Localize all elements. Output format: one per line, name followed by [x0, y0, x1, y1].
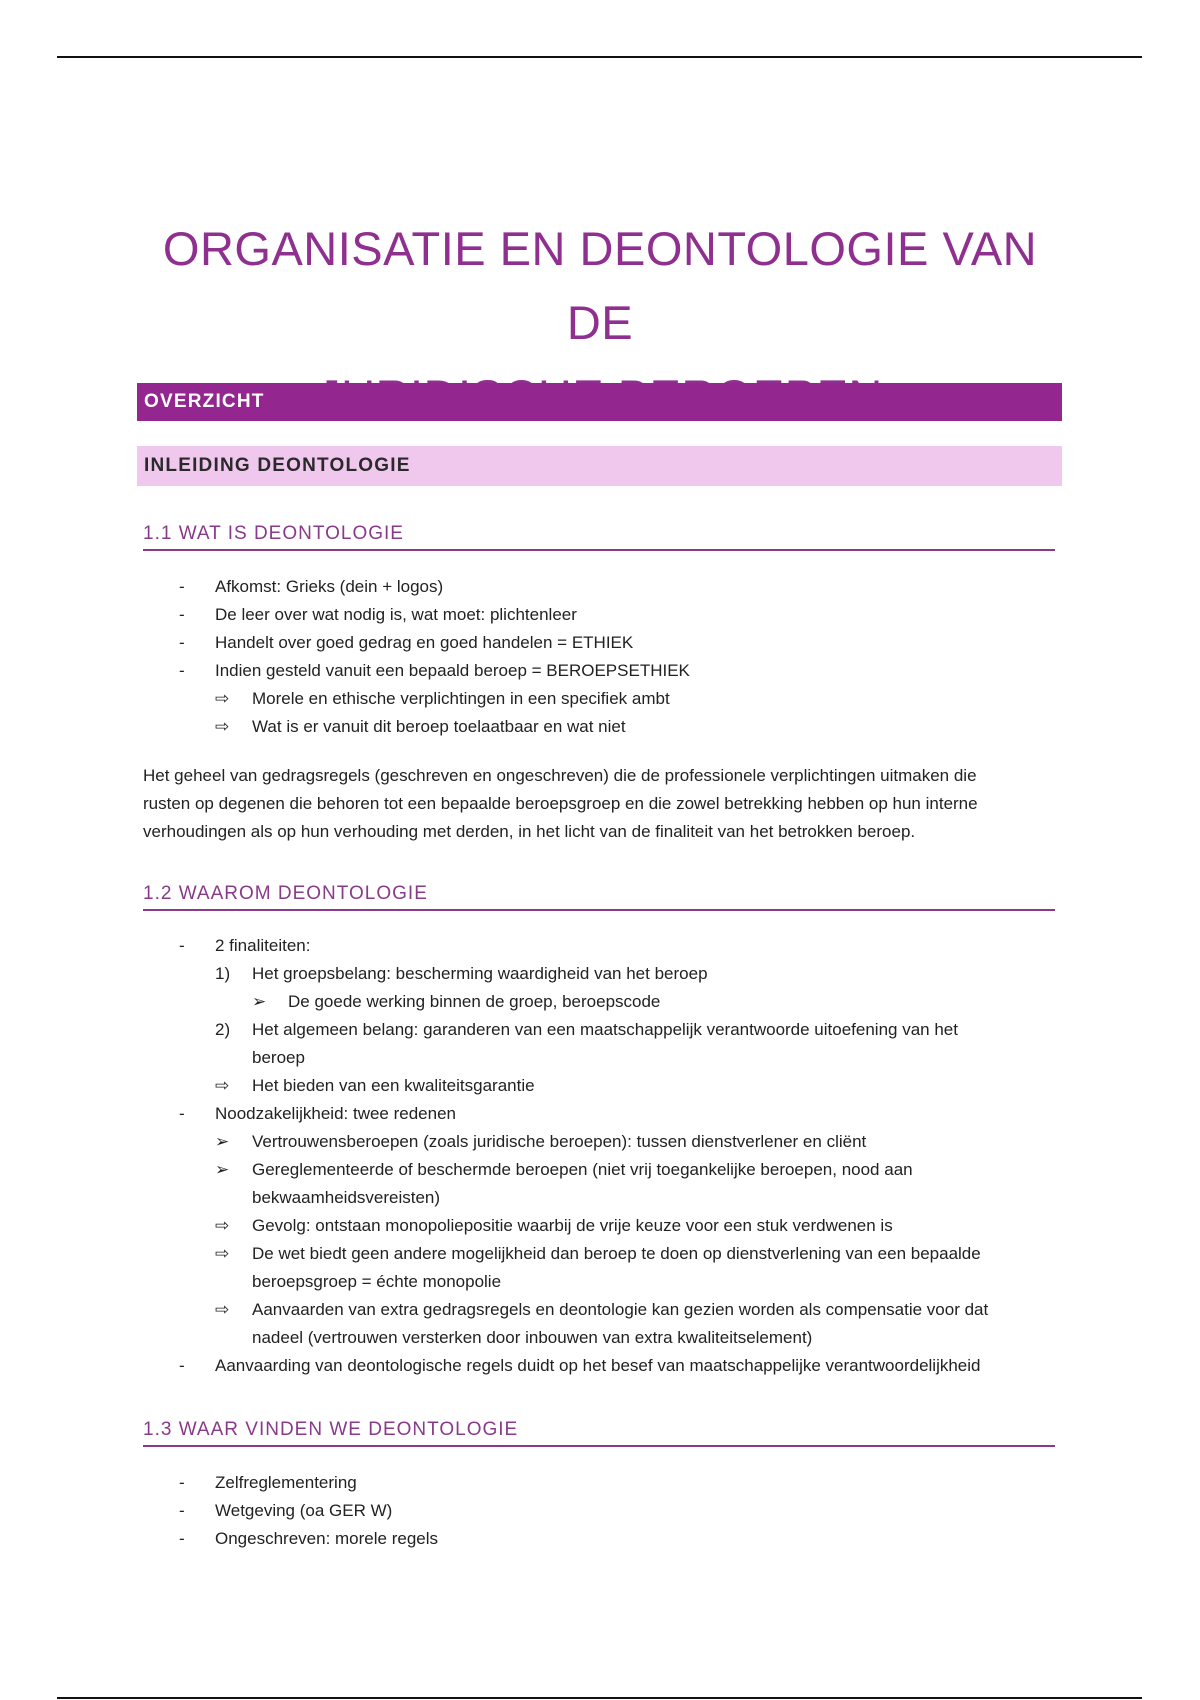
section-heading-1-2: 1.2 WAAROM DEONTOLOGIE: [143, 882, 1055, 911]
bullet-dash: -: [179, 661, 185, 680]
title-line-1: ORGANISATIE EN DEONTOLOGIE VAN DE: [162, 222, 1038, 349]
bullet-dash: -: [179, 1473, 185, 1492]
bullet-dash: -: [179, 1501, 185, 1520]
list-item-text: nadeel (vertrouwen versterken door inbouwen van extra kwaliteitselement): [252, 1328, 813, 1347]
arrowhead-bullet-icon: ➢: [215, 1160, 230, 1179]
list-item-text: Wat is er vanuit dit beroep toelaatbaar en wat niet: [252, 717, 626, 736]
arrow-right-icon: ⇨: [215, 1244, 230, 1263]
list-item-text: Zelfreglementering: [215, 1473, 357, 1492]
list-item-text: De wet biedt geen andere mogelijkheid dan beroep te doen op dienstverlening van een bepaalde: [252, 1244, 981, 1263]
paragraph-line: Het geheel van gedragsregels (geschreven en ongeschreven) die de professionele verplichtingen uitmaken die: [143, 766, 977, 785]
bottom-rule: [57, 1697, 1142, 1699]
list-item-text: 2 finaliteiten:: [215, 936, 311, 955]
top-rule: [57, 56, 1142, 58]
list-item-text: Morele en ethische verplichtingen in een specifiek ambt: [252, 689, 670, 708]
list-item-text: beroep: [252, 1048, 305, 1067]
bullet-dash: -: [179, 1104, 185, 1123]
bullet-dash: -: [179, 936, 185, 955]
list-item-text: Handelt over goed gedrag en goed handelen = ETHIEK: [215, 633, 634, 652]
list-item-text: Afkomst: Grieks (dein + logos): [215, 577, 444, 596]
list-item-text: Wetgeving (oa GER W): [215, 1501, 393, 1520]
arrow-right-icon: ⇨: [215, 689, 230, 708]
arrow-right-icon: ⇨: [215, 1216, 230, 1235]
list-item-text: bekwaamheidsvereisten): [252, 1188, 441, 1207]
list-item-text: Gevolg: ontstaan monopoliepositie waarbij de vrije keuze voor een stuk verdwenen is: [252, 1216, 893, 1235]
list-item-text: Aanvaarding van deontologische regels duidt op het besef van maatschappelijke verantwoordelijkheid: [215, 1356, 981, 1375]
list-item-text: beroepsgroep = échte monopolie: [252, 1272, 502, 1291]
list-item-text: Het groepsbelang: bescherming waardigheid van het beroep: [252, 964, 708, 983]
number-marker: 1): [215, 964, 231, 983]
arrow-right-icon: ⇨: [215, 717, 230, 736]
list-item-text: De goede werking binnen de groep, beroepscode: [288, 992, 661, 1011]
list-item-text: Indien gesteld vanuit een bepaald beroep = BEROEPSETHIEK: [215, 661, 690, 680]
bullet-dash: -: [179, 633, 185, 652]
list-item-text: Het bieden van een kwaliteitsgarantie: [252, 1076, 535, 1095]
arrow-right-icon: ⇨: [215, 1300, 230, 1319]
list-item-text: Vertrouwensberoepen (zoals juridische beroepen): tussen dienstverlener en cliënt: [252, 1132, 867, 1151]
list-item-text: De leer over wat nodig is, wat moet: plichtenleer: [215, 605, 577, 624]
paragraph-line: verhoudingen als op hun verhouding met derden, in het licht van de finaliteit van het betrokken beroep.: [143, 822, 916, 841]
definition-paragraph: [143, 762, 1063, 846]
bullet-dash: -: [179, 1356, 185, 1375]
number-marker: 2): [215, 1020, 231, 1039]
bullet-dash: -: [179, 605, 185, 624]
intro-heading-bar: INLEIDING DEONTOLOGIE: [137, 446, 1062, 486]
list-item-text: Gereglementeerde of beschermde beroepen (niet vrij toegankelijke beroepen, nood aan: [252, 1160, 913, 1179]
section-heading-1-1: 1.1 WAT IS DEONTOLOGIE: [143, 522, 1055, 551]
paragraph-line: rusten op degenen die behoren tot een bepaalde beroepsgroep en die zowel betrekking hebben op hun interne: [143, 794, 978, 813]
bullet-dash: -: [179, 1529, 185, 1548]
arrow-right-icon: ⇨: [215, 1076, 230, 1095]
list-item-text: Het algemeen belang: garanderen van een maatschappelijk verantwoorde uitoefening van het: [252, 1020, 958, 1039]
list-item-text: Noodzakelijkheid: twee redenen: [215, 1104, 456, 1123]
overview-heading-bar: OVERZICHT: [137, 383, 1062, 421]
bullet-dash: -: [179, 577, 185, 596]
list-item-text: Aanvaarden van extra gedragsregels en deontologie kan gezien worden als compensatie voor dat: [252, 1300, 989, 1319]
list-item-text: Ongeschreven: morele regels: [215, 1529, 439, 1548]
arrowhead-bullet-icon: ➢: [215, 1132, 230, 1151]
arrowhead-bullet-icon: ➢: [252, 992, 267, 1011]
section-heading-1-3: 1.3 WAAR VINDEN WE DEONTOLOGIE: [143, 1418, 1055, 1447]
